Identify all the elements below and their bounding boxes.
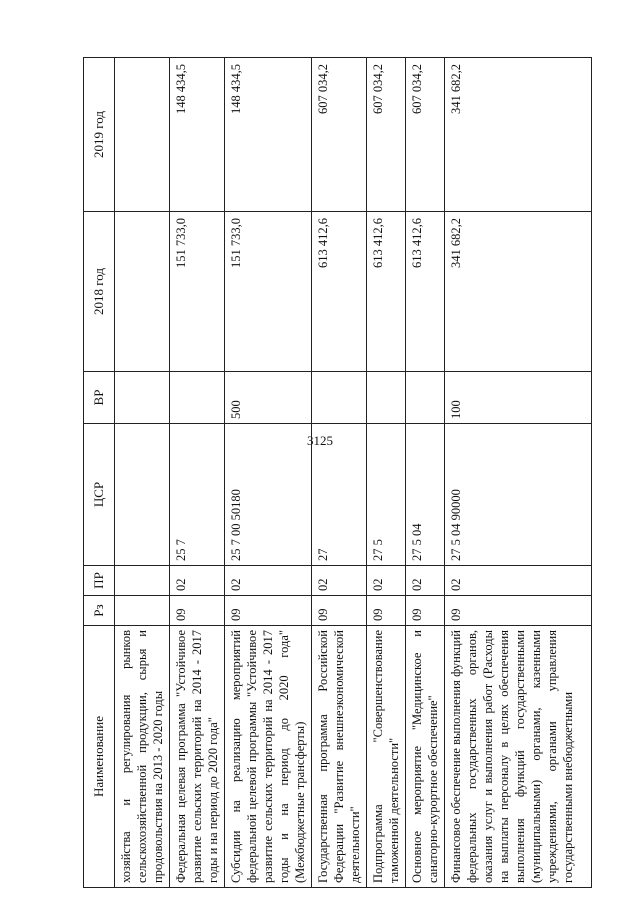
row-vr	[312, 372, 367, 424]
row-csr: 25 7	[170, 424, 225, 566]
table-row	[445, 58, 592, 888]
row-2018: 613 412,6	[312, 212, 367, 372]
row-pr: 02	[312, 566, 367, 596]
row-2019: 607 034,2	[367, 58, 406, 212]
row-name: Федеральная целевая программа "Устойчивое развитие сельских территорий на 2014 - 2017 годы и на период до 2020 года"	[170, 626, 225, 888]
row-rz: 09	[170, 596, 225, 626]
header-name: Наименование	[84, 626, 115, 888]
row-rz: 09	[367, 596, 406, 626]
row-pr: 02	[225, 566, 312, 596]
row-2018: 341 682,2	[445, 212, 592, 372]
row-pr: 02	[367, 566, 406, 596]
row-name: Субсидии на реализацию мероприятий федеральной целевой программы "Устойчивое развитие сельских территорий на 2014 - 2017 годы и на период до 2020 года" (Межбюджетные трансферты)	[225, 626, 312, 888]
table-header-row	[84, 58, 115, 888]
row-2018	[115, 212, 170, 372]
row-rz: 09	[225, 596, 312, 626]
header-2018: 2018 год	[84, 212, 115, 372]
row-name: Государственная программа Российской Федерации "Развитие внешнеэкономической деятельности"	[312, 626, 367, 888]
table-row	[115, 58, 170, 888]
row-2019: 607 034,2	[312, 58, 367, 212]
rotated-table-wrapper	[83, 58, 606, 888]
header-csr: ЦСР	[84, 424, 115, 566]
row-pr: 02	[170, 566, 225, 596]
table-row	[170, 58, 225, 888]
row-2019: 607 034,2	[406, 58, 445, 212]
row-name: Подпрограмма "Совершенствование таможенной деятельности"	[367, 626, 406, 888]
header-2019: 2019 год	[84, 58, 115, 212]
row-csr: 27 5	[367, 424, 406, 566]
row-2018: 151 733,0	[170, 212, 225, 372]
header-pr: ПР	[84, 566, 115, 596]
row-rz: 09	[406, 596, 445, 626]
table-row	[406, 58, 445, 888]
row-2019: 341 682,2	[445, 58, 592, 212]
row-2018: 613 412,6	[406, 212, 445, 372]
row-csr: 27 5 04 90000	[445, 424, 592, 566]
budget-table	[83, 57, 592, 888]
row-name: Основное мероприятие "Медицинское и санаторно-курортное обеспечение"	[406, 626, 445, 888]
row-vr	[406, 372, 445, 424]
row-rz: 09	[445, 596, 592, 626]
page-number: 3125	[307, 433, 333, 448]
row-pr: 02	[445, 566, 592, 596]
row-2019: 148 434,5	[170, 58, 225, 212]
header-rz: Рз	[84, 596, 115, 626]
row-csr: 27 5 04	[406, 424, 445, 566]
row-name: хозяйства и регулирования рынков сельскохозяйственной продукции, сырья и продовольствия на 2013 - 2020 годы	[115, 626, 170, 888]
row-2018: 151 733,0	[225, 212, 312, 372]
row-csr: 25 7 00 50180	[225, 424, 312, 566]
row-vr	[115, 372, 170, 424]
row-vr	[367, 372, 406, 424]
row-2019: 148 434,5	[225, 58, 312, 212]
row-rz: 09	[312, 596, 367, 626]
row-2018: 613 412,6	[367, 212, 406, 372]
row-csr	[115, 424, 170, 566]
row-csr: 27	[312, 424, 367, 566]
row-vr: 500	[225, 372, 312, 424]
row-name: Финансовое обеспечение выполнения функций федеральных государственных органов, оказания услуг и выполнения работ (Расходы на выплаты персоналу в целях обеспечения выполнения функций государственными (муниципальными) органами, казенными учреждениями, органами управления государственными внебюджетными	[445, 626, 592, 888]
row-rz	[115, 596, 170, 626]
row-vr	[170, 372, 225, 424]
row-pr: 02	[406, 566, 445, 596]
row-pr	[115, 566, 170, 596]
row-2019	[115, 58, 170, 212]
table-row	[225, 58, 312, 888]
table-row	[367, 58, 406, 888]
table-row	[312, 58, 367, 888]
row-vr: 100	[445, 372, 592, 424]
header-vr: ВР	[84, 372, 115, 424]
